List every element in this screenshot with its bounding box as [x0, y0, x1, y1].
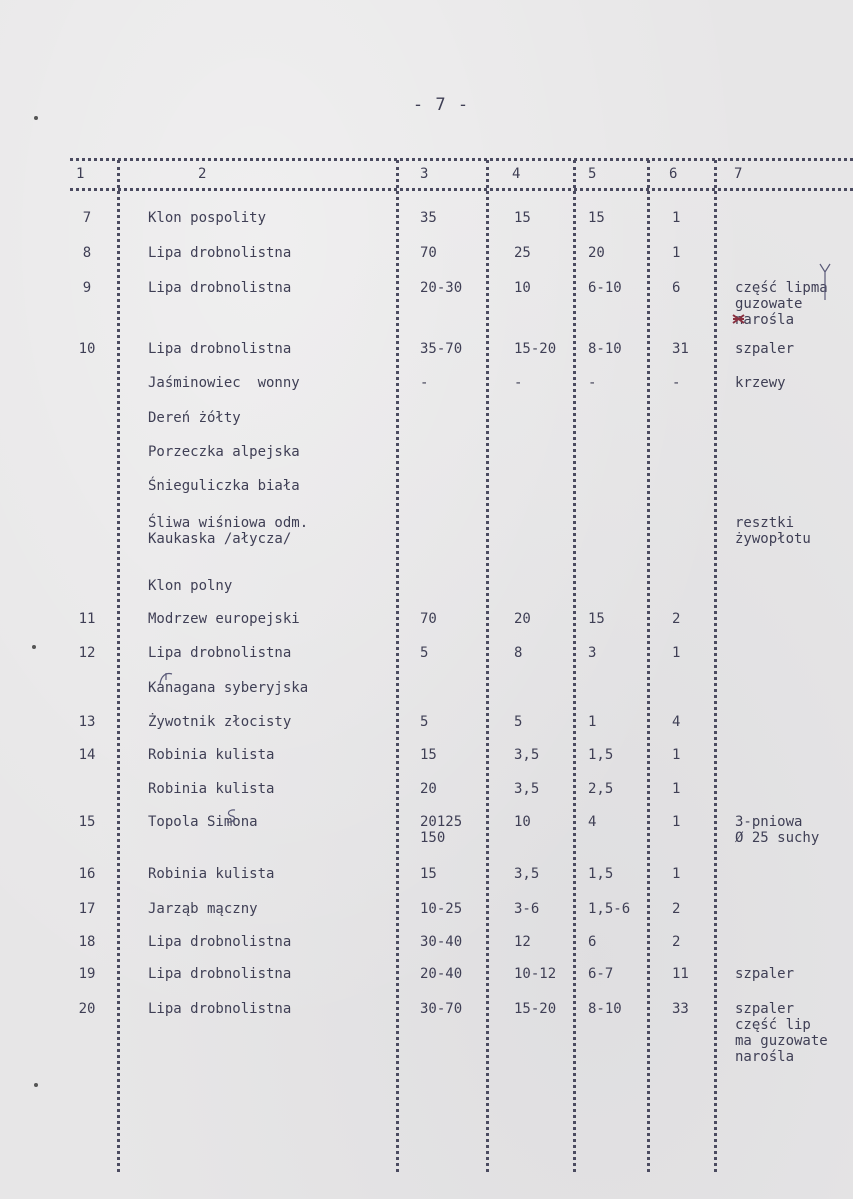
- row-number: 9: [82, 280, 92, 296]
- remarks: krzewy: [735, 375, 786, 391]
- cell-col-6: 1: [672, 814, 681, 830]
- cell-col-5: 1: [588, 714, 597, 730]
- cell-col-5: 6-7: [588, 966, 614, 982]
- row-number: 20: [78, 1001, 96, 1017]
- cell-col-6: 2: [672, 611, 681, 627]
- row-number: 12: [78, 645, 96, 661]
- row-number: 15: [78, 814, 96, 830]
- cell-col-3: 30-70: [420, 1001, 463, 1017]
- row-number: 8: [82, 245, 92, 261]
- column-header: 3: [420, 166, 429, 182]
- cell-col-3: 20-30: [420, 280, 463, 296]
- plant-name: Topola Simona: [148, 814, 258, 830]
- punch-hole-mark: [34, 116, 38, 120]
- cell-col-6: -: [672, 375, 681, 391]
- column-divider: [573, 160, 576, 1172]
- remarks: resztki żywopłotu: [735, 515, 811, 547]
- row-number: 14: [78, 747, 96, 763]
- cell-col-4: 10: [514, 280, 531, 296]
- remarks: szpaler: [735, 341, 795, 357]
- column-header: 5: [588, 166, 597, 182]
- row-number: 7: [82, 210, 92, 226]
- cell-col-5: 6: [588, 934, 597, 950]
- cell-col-5: 15: [588, 611, 605, 627]
- cell-col-4: 3-6: [514, 901, 540, 917]
- plant-name: Lipa drobnolistna: [148, 245, 292, 261]
- cell-col-3: 70: [420, 245, 437, 261]
- cell-col-4: 20: [514, 611, 531, 627]
- cell-col-3: 10-25: [420, 901, 463, 917]
- cell-col-6: 1: [672, 866, 681, 882]
- row-number: 11: [78, 611, 96, 627]
- cell-col-4: 10: [514, 814, 531, 830]
- cell-col-5: -: [588, 375, 597, 391]
- cell-col-6: 6: [672, 280, 681, 296]
- cell-col-3: 20-40: [420, 966, 463, 982]
- cell-col-6: 4: [672, 714, 681, 730]
- cell-col-4: 15-20: [514, 1001, 557, 1017]
- plant-name: Lipa drobnolistna: [148, 341, 292, 357]
- remarks: szpaler część lip ma guzowate narośla: [735, 1001, 828, 1065]
- cell-col-5: 2,5: [588, 781, 614, 797]
- row-number: 13: [78, 714, 96, 730]
- plant-name: Klon polny: [148, 578, 233, 594]
- column-header: 6: [669, 166, 678, 182]
- plant-name: Porzeczka alpejska: [148, 444, 300, 460]
- cell-col-4: 3,5: [514, 781, 540, 797]
- cell-col-5: 4: [588, 814, 597, 830]
- plant-name: Robinia kulista: [148, 866, 275, 882]
- column-header: 4: [512, 166, 521, 182]
- cell-col-4: 10-12: [514, 966, 557, 982]
- cell-col-4: 3,5: [514, 866, 540, 882]
- cell-col-5: 1,5-6: [588, 901, 631, 917]
- table-header-rule: [70, 188, 853, 191]
- cell-col-3: 30-40: [420, 934, 463, 950]
- column-divider: [117, 160, 120, 1172]
- cell-col-4: 15-20: [514, 341, 557, 357]
- cell-col-4: -: [514, 375, 523, 391]
- cell-col-4: 8: [514, 645, 523, 661]
- cell-col-6: 2: [672, 934, 681, 950]
- cell-col-6: 33: [672, 1001, 689, 1017]
- cell-col-6: 31: [672, 341, 689, 357]
- cell-col-4: 3,5: [514, 747, 540, 763]
- column-divider: [647, 160, 650, 1172]
- plant-name: Jaśminowiec wonny: [148, 375, 300, 391]
- plant-name: Kanagana syberyjska: [148, 680, 309, 696]
- cell-col-6: 1: [672, 210, 681, 226]
- cell-col-3: 70: [420, 611, 437, 627]
- cell-col-3: 35-70: [420, 341, 463, 357]
- column-divider: [396, 160, 399, 1172]
- cell-col-5: 8-10: [588, 1001, 622, 1017]
- cell-col-3: -: [420, 375, 429, 391]
- plant-name: Robinia kulista: [148, 747, 275, 763]
- row-number: 18: [78, 934, 96, 950]
- plant-name: Jarząb mączny: [148, 901, 258, 917]
- cell-col-3: 15: [420, 747, 437, 763]
- cell-col-5: 20: [588, 245, 605, 261]
- cell-col-5: 1,5: [588, 747, 614, 763]
- cell-col-6: 1: [672, 747, 681, 763]
- cell-col-5: 1,5: [588, 866, 614, 882]
- cell-col-3: 5: [420, 714, 429, 730]
- cell-col-3: 15: [420, 866, 437, 882]
- cell-col-4: 25: [514, 245, 531, 261]
- plant-name: Modrzew europejski: [148, 611, 300, 627]
- remarks: 3-pniowa Ø 25 suchy: [735, 814, 820, 846]
- cell-col-5: 3: [588, 645, 597, 661]
- cell-col-6: 11: [672, 966, 689, 982]
- column-divider: [714, 160, 717, 1172]
- cell-col-4: 12: [514, 934, 531, 950]
- plant-name: Lipa drobnolistna: [148, 645, 292, 661]
- plant-name: Lipa drobnolistna: [148, 966, 292, 982]
- cell-col-6: 1: [672, 245, 681, 261]
- cell-col-3: 5: [420, 645, 429, 661]
- remarks: część lipma guzowate narośla: [735, 280, 828, 328]
- cell-col-6: 1: [672, 645, 681, 661]
- cell-col-6: 2: [672, 901, 681, 917]
- cell-col-6: 1: [672, 781, 681, 797]
- row-number: 17: [78, 901, 96, 917]
- plant-name: Śliwa wiśniowa odm. Kaukaska /ałycza/: [148, 515, 309, 547]
- cell-col-5: 8-10: [588, 341, 622, 357]
- plant-name: Lipa drobnolistna: [148, 1001, 292, 1017]
- plant-name: Lipa drobnolistna: [148, 280, 292, 296]
- remarks: szpaler: [735, 966, 795, 982]
- column-header: 1: [76, 166, 85, 182]
- cell-col-4: 15: [514, 210, 531, 226]
- cell-col-3: 20: [420, 781, 437, 797]
- row-number: 16: [78, 866, 96, 882]
- cell-col-5: 15: [588, 210, 605, 226]
- column-header: 7: [734, 166, 743, 182]
- table-top-rule: [70, 158, 853, 161]
- cell-col-3: 35: [420, 210, 437, 226]
- column-divider: [486, 160, 489, 1172]
- cell-col-3: 20125 150: [420, 814, 463, 846]
- column-header: 2: [198, 166, 207, 182]
- punch-hole-mark: [32, 645, 36, 649]
- plant-name: Klon pospolity: [148, 210, 267, 226]
- plant-name: Robinia kulista: [148, 781, 275, 797]
- plant-name: Lipa drobnolistna: [148, 934, 292, 950]
- cell-col-4: 5: [514, 714, 523, 730]
- cell-col-5: 6-10: [588, 280, 622, 296]
- plant-name: Żywotnik złocisty: [148, 714, 292, 730]
- page-number: - 7 -: [412, 95, 470, 115]
- punch-hole-mark: [34, 1083, 38, 1087]
- plant-name: Śnieguliczka biała: [148, 478, 300, 494]
- plant-name: Dereń żółty: [148, 410, 241, 426]
- row-number: 19: [78, 966, 96, 982]
- row-number: 10: [78, 341, 96, 357]
